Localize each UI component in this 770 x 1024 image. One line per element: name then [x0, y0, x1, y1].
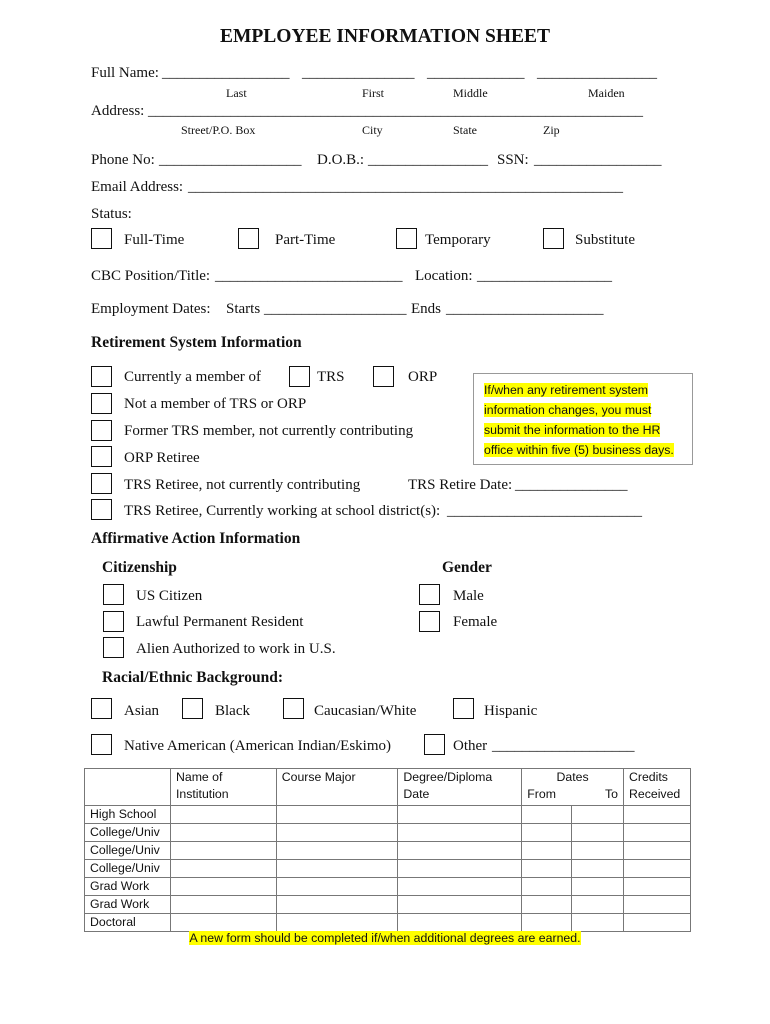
table-cell[interactable]	[522, 842, 572, 860]
table-cell[interactable]	[572, 878, 624, 896]
table-row	[85, 914, 691, 932]
full-name-first-field[interactable]: _______________	[302, 65, 415, 81]
table-cell[interactable]	[623, 896, 690, 914]
location-label: Location:	[415, 268, 473, 284]
position-field[interactable]: _________________________	[215, 268, 403, 284]
table-cell[interactable]	[276, 806, 398, 824]
row-label: Grad Work	[85, 878, 171, 896]
page-title: EMPLOYEE INFORMATION SHEET	[219, 26, 551, 47]
table-cell[interactable]	[276, 914, 398, 932]
other-label: Other	[453, 738, 488, 754]
gender-heading: Gender	[442, 559, 492, 576]
table-cell[interactable]	[522, 878, 572, 896]
orp-retiree-label: ORP Retiree	[124, 450, 200, 466]
table-cell[interactable]	[522, 896, 572, 914]
table-cell[interactable]	[276, 860, 398, 878]
native-american-label: Native American (American Indian/Eskimo)	[124, 738, 391, 754]
email-field[interactable]: __________________________________________________________	[188, 179, 623, 195]
lpr-checkbox[interactable]	[103, 611, 124, 632]
note-line: information changes, you must	[484, 403, 652, 417]
note-line: submit the information to the HR	[484, 423, 661, 437]
hispanic-label: Hispanic	[484, 703, 538, 719]
alien-label: Alien Authorized to work in U.S.	[136, 641, 336, 657]
header-text: Course Major	[281, 770, 356, 784]
ssn-field[interactable]: _________________	[534, 152, 662, 168]
table-cell[interactable]	[170, 914, 276, 932]
education-table	[84, 768, 691, 932]
table-cell[interactable]	[170, 842, 276, 860]
black-label: Black	[215, 703, 250, 719]
table-cell[interactable]	[623, 914, 690, 932]
table-row	[85, 860, 691, 878]
position-label: CBC Position/Title:	[91, 268, 211, 284]
trs-retire-date-field[interactable]: _______________	[515, 477, 628, 493]
table-cell[interactable]	[276, 896, 398, 914]
status-full-time-label: Full-Time	[124, 232, 185, 248]
male-label: Male	[453, 588, 484, 604]
other-field[interactable]: ___________________	[492, 738, 635, 754]
starts-label: Starts	[226, 301, 261, 317]
retirement-change-note	[473, 373, 693, 465]
status-label: Status:	[91, 206, 132, 222]
full-name-maiden-field[interactable]: ________________	[537, 65, 657, 81]
table-header-cell	[85, 769, 171, 806]
table-cell[interactable]	[572, 896, 624, 914]
row-label: Grad Work	[85, 896, 171, 914]
ends-field[interactable]: _____________________	[446, 301, 604, 317]
hispanic-checkbox[interactable]	[453, 698, 474, 719]
status-substitute-checkbox[interactable]	[543, 228, 564, 249]
status-part-time-checkbox[interactable]	[238, 228, 259, 249]
table-cell[interactable]	[170, 806, 276, 824]
orp-checkbox[interactable]	[373, 366, 394, 387]
table-row	[85, 824, 691, 842]
racial-heading: Racial/Ethnic Background:	[102, 669, 284, 686]
row-label: Doctoral	[85, 914, 171, 932]
asian-checkbox[interactable]	[91, 698, 112, 719]
trs-retiree-label: TRS Retiree, not currently contributing	[124, 477, 361, 493]
table-cell[interactable]	[623, 806, 690, 824]
table-cell[interactable]	[572, 914, 624, 932]
table-cell[interactable]	[398, 806, 522, 824]
header-text: Dates	[556, 770, 589, 784]
table-header-degree	[398, 769, 522, 806]
trs-retire-date-label: TRS Retire Date:	[408, 477, 513, 493]
retirement-heading: Retirement System Information	[91, 334, 302, 351]
sub-label-city: City	[362, 123, 383, 137]
address-label: Address:	[91, 103, 145, 119]
table-cell[interactable]	[276, 842, 398, 860]
status-temporary-label: Temporary	[425, 232, 491, 248]
table-header-course	[276, 769, 398, 806]
table-row	[85, 878, 691, 896]
table-cell[interactable]	[522, 860, 572, 878]
table-cell[interactable]	[276, 824, 398, 842]
table-cell[interactable]	[398, 878, 522, 896]
sub-label-maiden: Maiden	[588, 86, 625, 100]
footer-note-text: A new form should be completed if/when additional degrees are earned.	[189, 931, 581, 945]
orp-retiree-checkbox[interactable]	[91, 446, 112, 467]
not-member-checkbox[interactable]	[91, 393, 112, 414]
row-label: High School	[85, 806, 171, 824]
table-header-dates	[522, 769, 624, 806]
location-field[interactable]: __________________	[477, 268, 612, 284]
trs-label: TRS	[317, 369, 345, 385]
header-text: Date	[403, 787, 430, 801]
sub-label-last: Last	[226, 86, 247, 100]
table-cell[interactable]	[398, 842, 522, 860]
header-text: Received	[628, 787, 681, 801]
trs-retiree-working-field[interactable]: __________________________	[447, 503, 642, 519]
note-line: If/when any retirement system	[484, 383, 649, 397]
footer-note	[0, 931, 770, 945]
row-label: College/Univ	[85, 860, 171, 878]
trs-retiree-checkbox[interactable]	[91, 473, 112, 494]
sub-label-middle: Middle	[453, 86, 488, 100]
orp-label: ORP	[408, 369, 438, 385]
affirmative-heading: Affirmative Action Information	[91, 530, 301, 547]
employment-dates-label: Employment Dates:	[91, 301, 211, 317]
address-field[interactable]: __________________________________________________________________	[148, 103, 643, 119]
phone-label: Phone No:	[91, 152, 155, 168]
table-cell[interactable]	[572, 806, 624, 824]
note-line: office within five (5) business days.	[484, 443, 674, 457]
row-label: College/Univ	[85, 824, 171, 842]
table-header-credits	[623, 769, 690, 806]
full-name-label: Full Name:	[91, 65, 159, 81]
table-cell[interactable]	[170, 878, 276, 896]
sub-label-state: State	[453, 123, 477, 137]
female-checkbox[interactable]	[419, 611, 440, 632]
table-cell[interactable]	[170, 824, 276, 842]
table-cell[interactable]	[398, 824, 522, 842]
table-cell[interactable]	[522, 914, 572, 932]
table-header-row	[85, 769, 691, 806]
header-text: Degree/Diploma	[403, 770, 493, 784]
header-text: Institution	[175, 787, 229, 801]
caucasian-checkbox[interactable]	[283, 698, 304, 719]
lpr-label: Lawful Permanent Resident	[136, 614, 304, 630]
status-substitute-label: Substitute	[575, 232, 636, 248]
table-cell[interactable]	[398, 896, 522, 914]
full-name-middle-field[interactable]: _____________	[427, 65, 525, 81]
dob-field[interactable]: ________________	[368, 152, 488, 168]
dob-label: D.O.B.:	[317, 152, 365, 168]
table-cell[interactable]	[623, 860, 690, 878]
former-trs-label: Former TRS member, not currently contributing	[124, 423, 414, 439]
table-cell[interactable]	[623, 842, 690, 860]
trs-retiree-working-label: TRS Retiree, Currently working at school district(s):	[124, 503, 441, 519]
currently-member-checkbox[interactable]	[91, 366, 112, 387]
table-cell[interactable]	[170, 860, 276, 878]
table-row	[85, 896, 691, 914]
us-citizen-label: US Citizen	[136, 588, 203, 604]
starts-field[interactable]: ___________________	[264, 301, 407, 317]
table-cell[interactable]	[170, 896, 276, 914]
table-row	[85, 842, 691, 860]
table-cell[interactable]	[522, 806, 572, 824]
table-cell[interactable]	[276, 878, 398, 896]
male-checkbox[interactable]	[419, 584, 440, 605]
sub-label-first: First	[362, 86, 385, 100]
ends-label: Ends	[411, 301, 441, 317]
table-cell[interactable]	[522, 824, 572, 842]
table-cell[interactable]	[623, 878, 690, 896]
table-cell[interactable]	[572, 860, 624, 878]
trs-checkbox[interactable]	[289, 366, 310, 387]
table-cell[interactable]	[572, 842, 624, 860]
table-cell[interactable]	[572, 824, 624, 842]
header-text: Name of	[175, 770, 223, 784]
citizenship-heading: Citizenship	[102, 559, 177, 576]
sub-label-zip: Zip	[543, 123, 560, 137]
email-label: Email Address:	[91, 179, 184, 195]
status-part-time-label: Part-Time	[275, 232, 336, 248]
us-citizen-checkbox[interactable]	[103, 584, 124, 605]
table-cell[interactable]	[623, 824, 690, 842]
alien-checkbox[interactable]	[103, 637, 124, 658]
table-header-institution	[170, 769, 276, 806]
currently-member-label: Currently a member of	[124, 369, 262, 385]
caucasian-label: Caucasian/White	[314, 703, 417, 719]
header-text: From	[527, 787, 556, 801]
trs-retiree-working-checkbox[interactable]	[91, 499, 112, 520]
not-member-label: Not a member of TRS or ORP	[124, 396, 307, 412]
sub-label-street: Street/P.O. Box	[181, 123, 256, 137]
table-cell[interactable]	[398, 914, 522, 932]
phone-field[interactable]: ___________________	[159, 152, 302, 168]
status-full-time-checkbox[interactable]	[91, 228, 112, 249]
asian-label: Asian	[124, 703, 159, 719]
former-trs-checkbox[interactable]	[91, 420, 112, 441]
other-checkbox[interactable]	[424, 734, 445, 755]
table-row	[85, 806, 691, 824]
row-label: College/Univ	[85, 842, 171, 860]
ssn-label: SSN:	[497, 152, 529, 168]
table-cell[interactable]	[398, 860, 522, 878]
full-name-last-field[interactable]: _________________	[162, 65, 290, 81]
black-checkbox[interactable]	[182, 698, 203, 719]
female-label: Female	[453, 614, 498, 630]
native-american-checkbox[interactable]	[91, 734, 112, 755]
header-text: To	[604, 787, 618, 801]
header-text: Credits	[628, 770, 668, 784]
status-temporary-checkbox[interactable]	[396, 228, 417, 249]
